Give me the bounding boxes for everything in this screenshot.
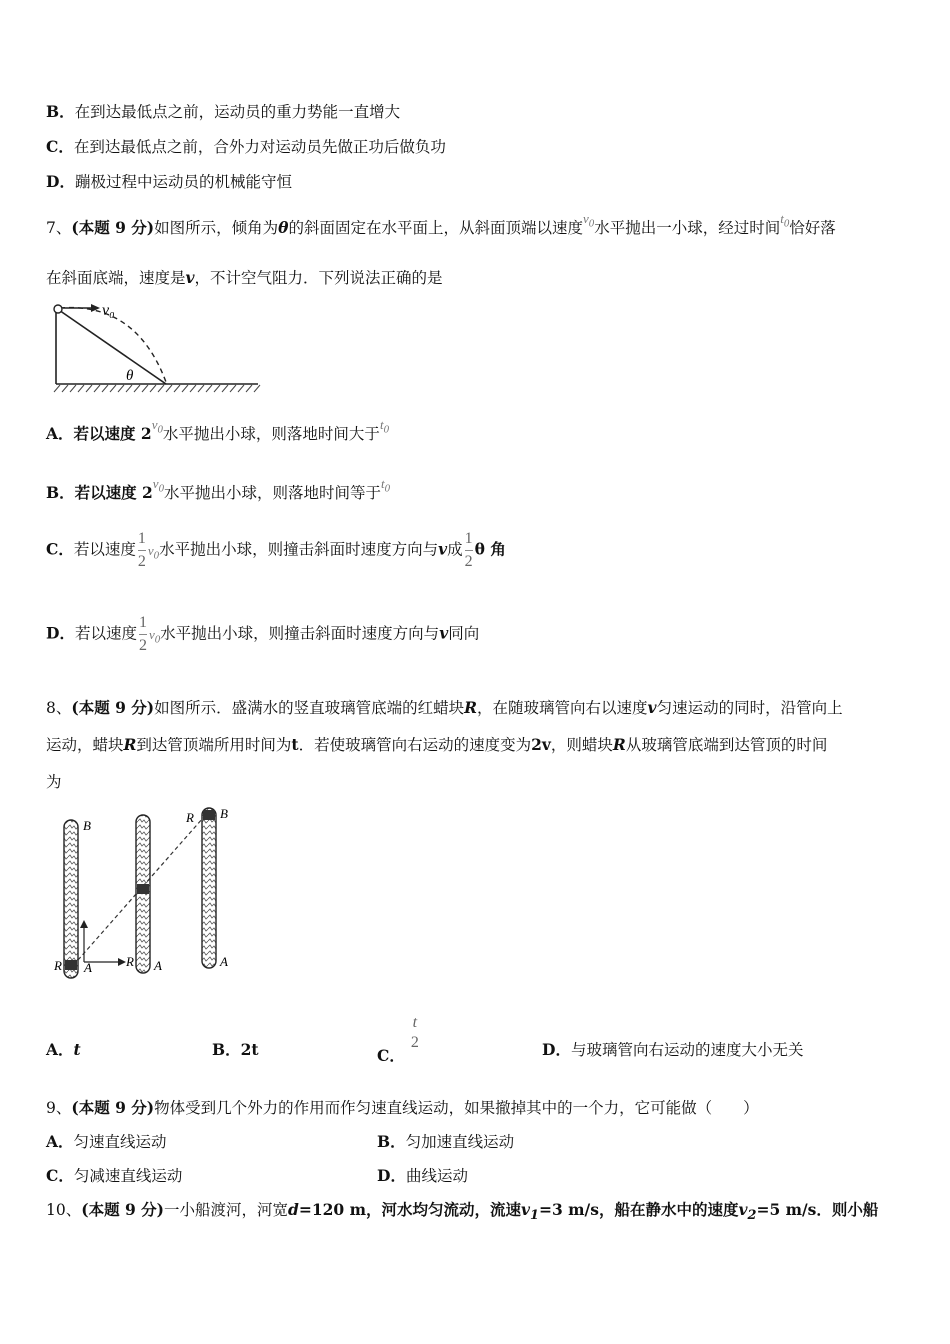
q8-option-a: A．t (46, 1040, 81, 1059)
q9-option-d: D．曲线运动 (377, 1166, 468, 1185)
q8-fig-label-b3: B (220, 806, 228, 821)
q7-fig-v0-label: v₀ (102, 302, 115, 319)
q10-stem: 10、(本题 9 分)一小船渡河，河宽d=120 m，河水均匀流动，流速$v_1=3$ m/s，船在静水中的速度$v_2=5$ m/s．则小船 (46, 1200, 879, 1224)
q7-stem-line2: 在斜面底端，速度是v，不计空气阻力．下列说法正确的是 (46, 268, 443, 287)
q8-fig-label-a2: A (154, 958, 162, 973)
q9-stem: 9、(本题 9 分)物体受到几个外力的作用而作匀速直线运动，如果撤掉其中的一个力，它可能做（ ） (46, 1098, 759, 1117)
q8-fig-label-r2: R (126, 954, 134, 969)
q8-option-c: C．t 2 (377, 1014, 419, 1065)
q8-fig-label-a1: A (84, 960, 92, 975)
q7-option-a: A．若以速度 $2^{v_0}$水平抛出小球，则落地时间大于$^{t_0}$ (46, 417, 389, 443)
q7-stem-line1: 7、(本题 9 分)如图所示，倾角为θ的斜面固定在水平面上，从斜面顶端以速度$^{v_0}$水平抛出一小球，经过时间$^{t_0}$恰好落 (46, 211, 836, 237)
q8-stem-line3: 为 (46, 773, 62, 791)
q8-fig-label-b1: B (83, 818, 91, 833)
q7-option-c: C．若以速度 $\frac{1}{2} v_0$水平抛出小球，则撞击斜面时速度方向与v成 $\frac{1}{2}$ θ 角 (46, 530, 506, 570)
q8-stem-line2: 运动，蜡块R到达管顶端所用时间为t．若使玻璃管向右运动的速度变为2v，则蜡块R从玻璃管底端到达管顶的时间 (46, 735, 828, 754)
q9-option-c: C．匀减速直线运动 (46, 1166, 183, 1185)
q8-option-b: B．2t (212, 1040, 259, 1059)
q7-incline-figure (48, 296, 264, 396)
q8-fig-label-r3: R (186, 810, 194, 825)
q8-stem-line1: 8、(本题 9 分)如图所示．盛满水的竖直玻璃管底端的红蜡块R，在随玻璃管向右以速度v匀速运动的同时，沿管向上 (46, 698, 843, 717)
q7-fig-theta-label: θ (126, 368, 134, 384)
q8-glass-tube-figure (48, 800, 248, 990)
q7-option-b: B．若以速度 $2^{v_0}$水平抛出小球，则落地时间等于$^{t_0}$ (46, 476, 391, 502)
q7-option-d: D．若以速度 $\frac{1}{2} v_0$水平抛出小球，则撞击斜面时速度方向与v同向 (46, 614, 480, 654)
q8-option-d: D．与玻璃管向右运动的速度大小无关 (542, 1040, 804, 1059)
q6-option-b: B．在到达最低点之前，运动员的重力势能一直增大 (46, 102, 401, 121)
q9-option-a: A．匀速直线运动 (46, 1132, 167, 1151)
q8-fig-label-a3: A (220, 954, 228, 969)
q9-option-b: B．匀加速直线运动 (377, 1132, 515, 1151)
q8-fig-label-r1: R (54, 958, 62, 973)
q6-option-d: D．蹦极过程中运动员的机械能守恒 (46, 172, 292, 191)
q6-option-c: C．在到达最低点之前，合外力对运动员先做正功后做负功 (46, 137, 446, 156)
